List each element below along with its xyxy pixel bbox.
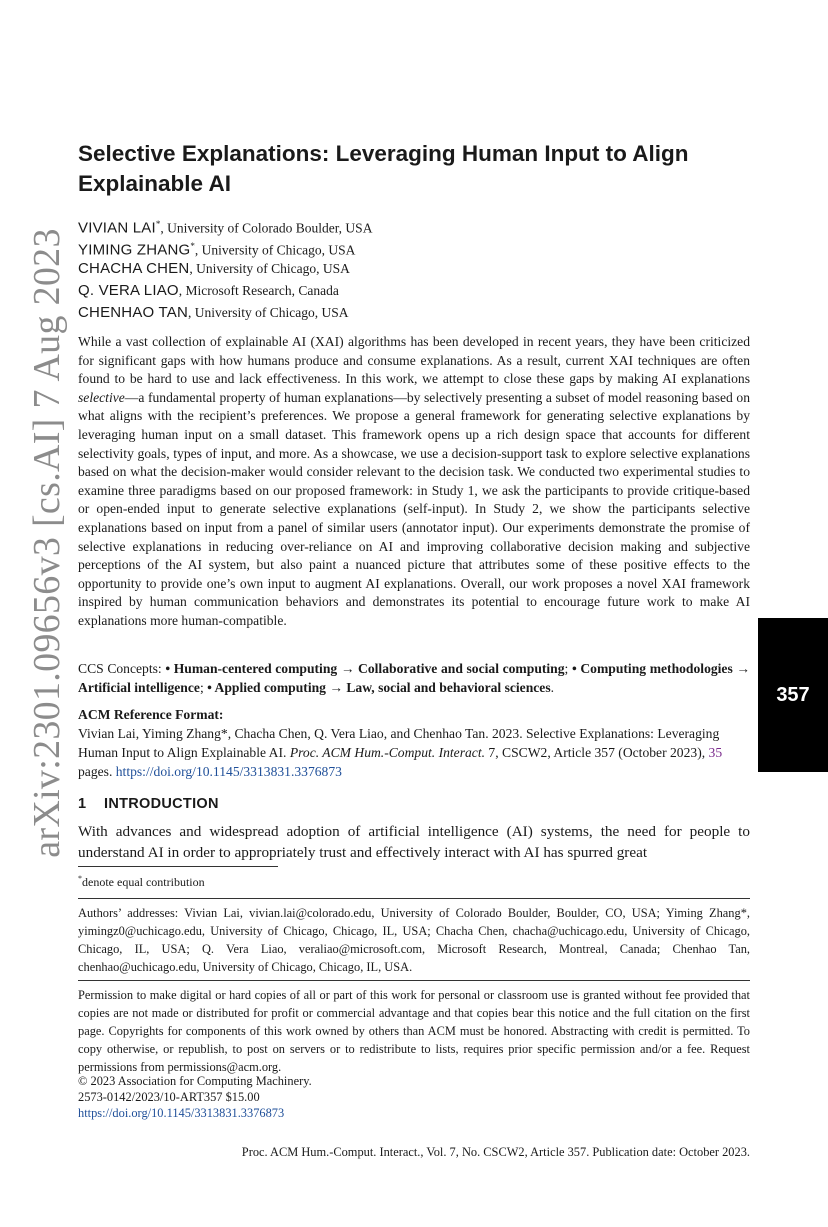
ccs-concept: • Applied computing → Law, social and behavioral sciences <box>207 680 551 695</box>
author-affiliation: , University of Chicago, USA <box>194 242 356 258</box>
doi-link[interactable]: https://doi.org/10.1145/3313831.3376873 <box>78 1106 285 1120</box>
author-affiliation: , University of Chicago, USA <box>189 260 350 276</box>
equal-contribution-mark: * <box>155 219 161 229</box>
section-title: INTRODUCTION <box>104 796 219 812</box>
author-line <box>78 235 758 257</box>
article-number-tab <box>758 618 828 772</box>
section-number: 1 <box>78 796 87 812</box>
reference-pages-suffix: pages. <box>78 764 116 779</box>
abstract <box>78 333 750 631</box>
reference-doi-link[interactable]: https://doi.org/10.1145/3313831.3376873 <box>115 764 342 779</box>
footnote-text: denote equal contribution <box>82 875 205 889</box>
running-footer: Proc. ACM Hum.-Comput. Interact., Vol. 7, No. CSCW2, Article 357. Publication date: October 2023. <box>241 1145 750 1159</box>
copyright-line: © 2023 Association for Computing Machinery. <box>78 1074 312 1088</box>
author-name: CHACHA CHEN <box>78 259 190 277</box>
doi-line <box>78 1104 750 1122</box>
ccs-concept: • Human-centered computing → Collaborative and social computing <box>165 661 565 676</box>
author-name: CHENHAO TAN <box>78 304 188 322</box>
author-line <box>78 302 758 324</box>
section-heading <box>78 796 219 812</box>
author-addresses: Authors’ addresses: Vivian Lai, vivian.lai@colorado.edu, University of Colorado Boulder, Boulder, CO, USA; Yiming Zhang*, yimingz0@uchicago.edu, University of Chicago, Chicago, IL, USA; Chacha Chen, chacha@uchicago.edu, University of Chicago, Chicago, IL, USA; Q. Vera Liao, veraliao@microsoft.com, Microsoft Research, Montreal, Canada; Chenhao Tan, chenhao@uchicago.edu, University of Chicago, Chicago, IL, USA. <box>78 906 750 974</box>
permission-notice: Permission to make digital or hard copies of all or part of this work for personal or classroom use is granted without fee provided that copies are not made or distributed for profit or commercial advantage and that copies bear this notice and the full citation on the first page. Copyrights for components of this work owned by others than ACM must be honored. Abstracting with credit is permitted. To copy otherwise, or republish, to post on servers or to redistribute to lists, requires prior specific permission and/or a fee. Request permissions from permissions@acm.org. <box>78 988 750 1074</box>
ccs-separator: ; <box>564 661 572 676</box>
arxiv-identifier: arXiv:2301.09656v3 [cs.AI] 7 Aug 2023 <box>26 228 68 858</box>
reference-format-heading: ACM Reference Format: <box>78 707 224 722</box>
reference-volume: 7, CSCW2, Article 357 (October 2023), <box>485 745 709 760</box>
author-line <box>78 258 758 280</box>
addresses-rule <box>78 898 750 899</box>
permission-rule <box>78 980 750 981</box>
author-name: VIVIAN LAI <box>78 219 156 237</box>
author-line <box>78 280 758 302</box>
abstract-text: While a vast collection of explainable AI (XAI) algorithms has been developed in recent years, they have been criticized for significant gaps with how humans produce and consume explanations. As a result, current XAI techniques are often found to be hard to use and lack effectiveness. In this work, we attempt to close these gaps by making AI explanations <box>78 334 750 387</box>
equal-contribution-mark: * <box>190 241 195 252</box>
footnote <box>78 874 205 890</box>
author-affiliation: , Microsoft Research, Canada <box>178 282 339 298</box>
issn-line: 2573-0142/2023/10-ART357 $15.00 <box>78 1090 260 1104</box>
reference-format-text <box>78 724 750 781</box>
article-number: 357 <box>776 683 810 706</box>
paper-title: Selective Explanations: Leveraging Human Input to Align Explainable AI <box>78 141 689 196</box>
footnote-mark: * <box>78 874 82 883</box>
abstract-text-continued: —a fundamental property of human explanations—by selectively presenting a subset of model reasoning based on what aligns with the recipient’s preferences. We propose a general framework for generating selective explanations by leveraging human input on a small dataset. This framework opens up a rich design space that accounts for different selectivity goals, types of input, and more. As a showcase, we use a decision-support task to explore selective explanations based on what the decision-maker would consider relevant to the decision task. We conducted two experimental studies to examine three paradigms based on our proposed framework: in Study 1, we ask the participants to provide critique-based or open-ended input to generate selective explanations (self-input). In Study 2, we show the participants selective explanations based on input from a panel of similar users (annotator input). Our experiments demonstrate the promise of selective explanations in reducing over-reliance on AI and improving collaborative decision making and subjective perceptions of the AI system, but also paint a nuanced picture that attributes some of these positive effects to the opportunity to provide one’s own input to augment AI explanations. Overall, our work proposes a novel XAI framework inspired by human communication behaviors and demonstrates its potential to encourage future work to make AI explanations more human-compatible. <box>78 389 750 628</box>
ccs-end: . <box>550 680 555 695</box>
ccs-label: CCS Concepts: <box>78 661 166 676</box>
abstract-emphasis: selective <box>78 389 125 405</box>
author-name: YIMING ZHANG <box>78 241 191 259</box>
reference-citation: Vivian Lai, Yiming Zhang*, Chacha Chen, Q. Vera Liao, and Chenhao Tan. 2023. Selective Explanations: Leveraging Human Input to Align Explainable AI. <box>78 726 720 760</box>
ccs-separator: ; <box>199 680 208 695</box>
reference-pages-link[interactable]: 35 <box>708 745 723 760</box>
ccs-concepts <box>78 659 750 697</box>
author-list <box>78 213 758 324</box>
footnote-rule <box>78 866 278 867</box>
author-affiliation: , University of Colorado Boulder, USA <box>160 220 373 236</box>
author-line <box>78 213 758 235</box>
author-affiliation: , University of Chicago, USA <box>188 305 349 321</box>
ccs-concept: • Computing methodologies → Artificial intelligence <box>78 661 750 695</box>
introduction-text: With advances and widespread adoption of artificial intelligence (AI) systems, the need for people to understand AI in order to appropriately trust and effectively interact with AI has spurred great <box>78 823 750 861</box>
reference-venue: Proc. ACM Hum.-Comput. Interact. <box>289 745 486 760</box>
author-name: Q. VERA LIAO <box>78 281 179 299</box>
